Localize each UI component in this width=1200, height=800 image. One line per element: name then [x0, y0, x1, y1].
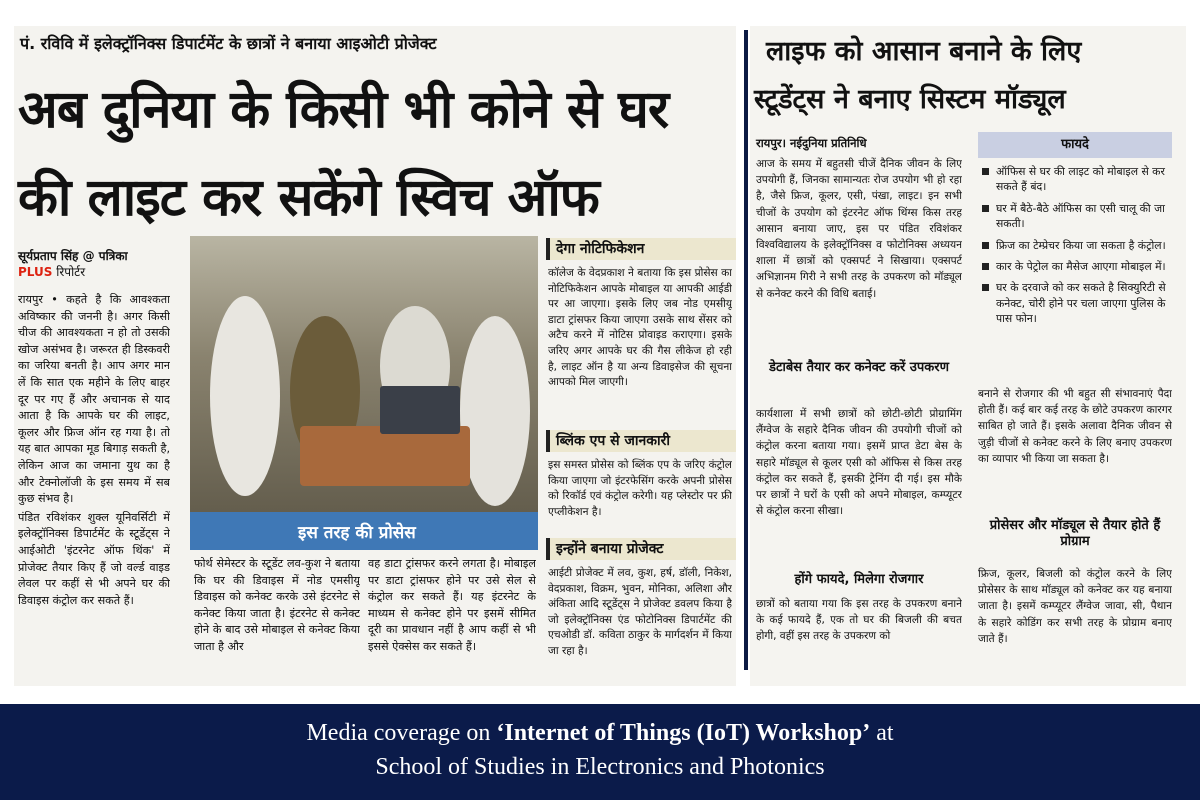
- paragraph: पंडित रविशंकर शुक्ल यूनिवर्सिटी में इलेक्ट्रॉनिक्स डिपार्टमेंट के स्टूडेंट्स ने आईओटी 'इंटरनेट ऑफ थिंक' में प्रोजेक्ट तैयार किए हैं जो वर्ल्ड वाइड लेवल पर कहीं से भी अपने घर की डिवाइस कंट्रोल कर सकते हैं।: [18, 510, 170, 607]
- caption-line-1: [0, 720, 1200, 747]
- left-news-clipping: [14, 26, 736, 686]
- byline-name: सूर्यप्रताप सिंह @ पत्रिका: [18, 249, 128, 263]
- subheading-blink-app: ब्लिंक एप से जानकारी: [546, 430, 736, 452]
- paragraph: रायपुर • कहते है कि आवश्कता अविष्कार की जननी है। अगर किसी चीज की आवश्यकता न हो तो उसकी खोज असंभव है। जरूरत ही डिस्कवरी का जरिया बनती है। आप अगर मान लें कि सात एक महीने के लिए बाहर दूर पर गए हैं और अचानक से याद आता है कि आपके घर की लाइट, कूलर और फ्रिज ऑन रह गया है। तो यह बात आपका मूड बिगाड़ सकती है, लेकिन आज का जमाना युथ का है और टेक्नोलॉजी के इस समय में सब कुछ संभव है।: [18, 293, 170, 506]
- student-figure: [460, 316, 530, 506]
- divider-rule: [744, 30, 748, 670]
- subheading-project-team: इन्होंने बनाया प्रोजेक्ट: [546, 538, 736, 560]
- benefit-item: घर के दरवाजे को कर सकते है सिक्युरिटी से कनेक्ट, चोरी होने पर चला जाएगा पुलिस के पास फोन।: [978, 280, 1172, 326]
- article-column-3: वह डाटा ट्रांसफर करने लगता है। मोबाइल पर डाटा ट्रांसफर होने पर उसे सेल से कंट्रोल कर सकते हैं। यह इंटरनेट के माध्यम से कनेक्ट होने पर इसमें सीमित दूरी का प्रावधान नहीं है आप कहीं से भी इससे ऐक्सेस कर सकते हैं।: [368, 557, 536, 653]
- subheading-notification: देगा नोटिफिकेशन: [546, 238, 736, 260]
- student-figure: [210, 296, 280, 496]
- byline-role: रिपोर्टर: [56, 265, 86, 279]
- caption-workshop-title: ‘Internet of Things (IoT) Workshop’: [496, 720, 871, 746]
- project-team-text: आईटी प्रोजेक्ट में लव, कुश, हर्ष, डॉली, निकेश, वेदप्रकाश, विक्रम, भुवन, मोनिका, अलिशा और अंकिता आदि स्टूडेंट्स ने प्रोजेक्ट डवलप किया है जो इलेक्ट्रॉनिक्स एंड फोटोनिक्स डिपार्टमेंट की एचओडी डॉ. कविता ठाकुर के मार्गदर्शन में किया जा रहा है।: [548, 567, 732, 657]
- blink-app-text: इस समस्त प्रोसेस को ब्लिंक एप के जरिए कंट्रोल किया जाएगा जो इंटरफेसिंग करके अपनी प्रोसेस को रिकॉर्ड एवं कंट्रोल करेगी। यह प्लेस्टोर पर फ्री एप्लीकेशन है।: [548, 459, 732, 518]
- caption-banner: [0, 704, 1200, 800]
- subheading-database: डेटाबेस तैयार कर कनेक्ट करें उपकरण: [769, 360, 949, 375]
- benefit-item: फ्रिज का टेम्प्रेचर किया जा सकता है कंट्रोल।: [978, 238, 1172, 253]
- article-column-5: फ्रिज, कूलर, बिजली को कंट्रोल करने के लिए प्रोसेसर के साथ मॉड्यूल को कनेक्ट कर यह बनाया जाता है। इसमें कम्प्यूटर लैंग्वेज जावा, सी, पैथान के सहारे कोडिंग कर सभी तरह के प्रोग्राम बनाए जाते हैं।: [978, 568, 1172, 645]
- byline-role-row: [18, 264, 178, 280]
- byline: [18, 248, 178, 280]
- benefits-box-title: फायदे: [978, 132, 1172, 158]
- article-column-2: कार्यशाला में सभी छात्रों को छोटी-छोटी प्रोग्रामिंग लैंग्वेज के सहारे दैनिक जीवन की उपयोगी चीजों को कंट्रोल करना बताया गया। इसमें प्राप्त डेटा बेस के सहारे मॉड्यूल से कूलर एसी को ऑफिस से किस तरह कंट्रोल कर सकते हैं, इसकी ट्रेनिंग दी गई। इस मौके पर छात्रों ने घरों के एसी को अपने मोबाइल, कम्प्यूटर से कंट्रोल करना सीखा।: [756, 408, 962, 518]
- headline-line-1: अब दुनिया के किसी भी कोने से घर: [18, 80, 669, 140]
- subheading-employment: होंगे फायदे, मिलेगा रोजगार: [794, 572, 924, 587]
- headline-line-2: की लाइट कर सकेंगे स्विच ऑफ: [18, 168, 599, 228]
- benefit-item: कार के पेट्रोल का मैसेज आएगा मोबाइल में।: [978, 259, 1172, 274]
- benefit-item: ऑफिस से घर की लाइट को मोबाइल से कर सकते हैं बंद।: [978, 164, 1172, 195]
- benefits-box: [978, 158, 1172, 380]
- photo-caption-band: [190, 512, 538, 550]
- caption-suffix: at: [870, 720, 894, 746]
- article-column-1: [18, 292, 170, 684]
- caption-prefix: Media coverage on: [306, 720, 497, 746]
- plus-logo: PLUS: [18, 265, 53, 279]
- notification-text: कॉलेज के वेदप्रकाश ने बताया कि इस प्रोसेस का नोटिफिकेशन आपके मोबाइल या आपकी आईडी पर आ जाएगा। इसके लिए जब नोड एमसीयू डाटा ट्रांसफर किया जाएगा उसके साथ सेंसर को अटैच करने में नोटिस प्रोवाइड कराएगा। इसके जरिए अगर आपके घर की गैस लीकेज हो रही है, लाइट ऑन है या अन्य डिवाइसेज की सूचना आपको मिल जाएगी।: [548, 267, 732, 389]
- caption-line-2: School of Studies in Electronics and Photonics: [375, 754, 825, 780]
- kicker: पं. रविवि में इलेक्ट्रॉनिक्स डिपार्टमेंट के छात्रों ने बनाया आइओटी प्रोजेक्ट: [20, 34, 437, 53]
- byline: रायपुर। नईदुनिया प्रतिनिधि: [756, 136, 867, 150]
- headline-line-1: लाइफ को आसान बनाने के लिए: [766, 36, 1082, 67]
- headline-line-2: स्टूडेंट्स ने बनाए सिस्टम मॉड्यूल: [754, 84, 1066, 115]
- photo-caption: इस तरह की प्रोसेस: [298, 523, 416, 543]
- article-column-3: छात्रों को बताया गया कि इस तरह के उपकरण बनाने के कई फायदे हैं, एक तो घर की बिजली की बचत होगी, वहीं इस तरह के उपकरण को: [756, 598, 962, 643]
- students-photo: [190, 236, 538, 536]
- benefit-item: घर में बैठे-बैठे ऑफिस का एसी चालू की जा सकती।: [978, 201, 1172, 232]
- article-column-4: बनाने से रोजगार की भी बहुत सी संभावनाएं पैदा होती हैं। कई बार कई तरह के छोटे उपकरण कारगर साबित हो जाते हैं। इसके अलावा दैनिक जीवन से जुड़ी चीजों से कनेक्ट करने के लिए बनाए उपकरण का व्यापार भी किया जा सकता है।: [978, 388, 1172, 465]
- article-column-2: फोर्थ सेमेस्टर के स्टूडेंट लव-कुश ने बताया कि घर की डिवाइस में नोड एमसीयू डिवाइस को कनेक्ट करके उसे इंटरनेट से कनेक्ट किया जाता है। इंटरनेट से कनेक्ट होने के बाद उसे मोबाइल से कनेक्ट किया जाता है और: [194, 557, 360, 653]
- subheading-processor: प्रोसेसर और मॉड्यूल से तैयार होते हैं प्रोग्राम: [989, 518, 1161, 549]
- table: [300, 426, 470, 486]
- article-column-1: आज के समय में बहुतसी चीजें दैनिक जीवन के लिए उपयोगी हैं, जिनका सामान्यतः रोज उपयोग भी हो रहा है, जैसे फ्रिज, कूलर, एसी, पंखा, लाइट। इन सभी चीजों के उपयोग को इंटरनेट ऑफ थिंग्स किस तरह आसान बनाया जाए, इस पर पंडित रविशंकर विश्वविद्यालय के इलेक्ट्रॉनिक्स व फोटोनिक्स अध्ययन शाला में छात्रों को एक्सपर्ट ने सिखाया। एक्सपर्ट अभिज्ञानम गिरी ने सभी तरह के उपकरण को मॉड्यूल से कनेक्ट करने की विधि बताई।: [756, 158, 962, 300]
- laptop: [380, 386, 460, 434]
- right-news-clipping: [750, 26, 1186, 686]
- benefits-list: [978, 164, 1172, 327]
